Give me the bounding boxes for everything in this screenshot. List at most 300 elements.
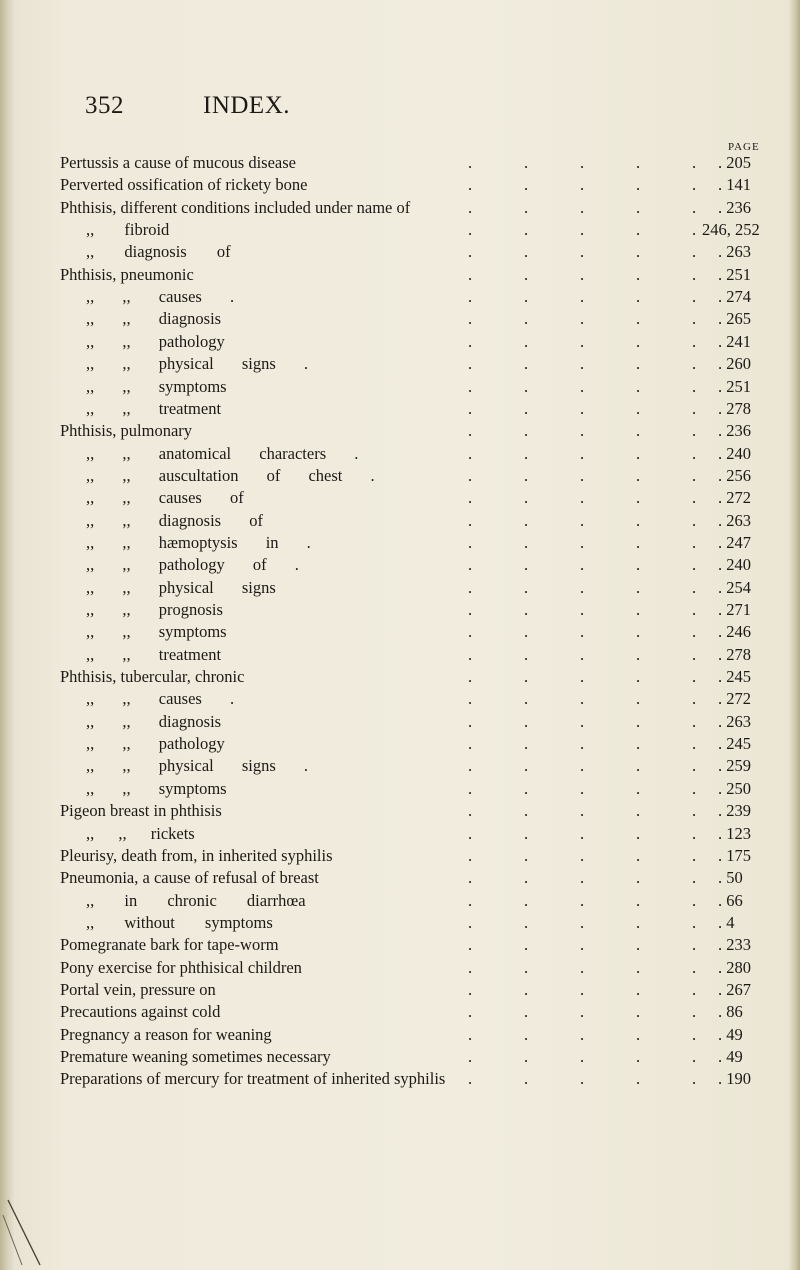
leader-dot: . bbox=[636, 287, 641, 307]
index-term: Phthisis, pneumonic bbox=[60, 264, 194, 284]
index-page-number: . 263 bbox=[718, 711, 751, 731]
leader-dot: . bbox=[692, 667, 697, 687]
leader-dot: . bbox=[468, 264, 473, 284]
leader-dot: . bbox=[524, 331, 529, 351]
index-term: Pregnancy a reason for weaning bbox=[60, 1024, 272, 1044]
leader-dot: . bbox=[524, 600, 529, 619]
leader-dot: . bbox=[636, 1024, 641, 1044]
leader-dot: . bbox=[636, 823, 641, 843]
leader-dot: . bbox=[692, 354, 697, 374]
leader-dot: . bbox=[692, 421, 697, 441]
leader-dot: . bbox=[468, 979, 473, 999]
leader-dot: . bbox=[580, 778, 585, 798]
leader-dot: . bbox=[468, 331, 473, 351]
index-page-number: . 236 bbox=[718, 197, 751, 217]
leader-dot: . bbox=[580, 1024, 585, 1044]
index-entry bbox=[0, 353, 800, 375]
index-entry bbox=[0, 823, 800, 845]
index-page-number: . 86 bbox=[718, 1002, 743, 1022]
index-page-number: . 49 bbox=[718, 1047, 743, 1066]
leader-dot: . bbox=[524, 376, 529, 396]
leader-dot: . bbox=[468, 1024, 473, 1044]
leader-dot: . bbox=[692, 510, 697, 530]
leader-dot: . bbox=[580, 1047, 585, 1066]
index-entry bbox=[0, 532, 800, 554]
index-term: Pigeon breast in phthisis bbox=[60, 801, 222, 821]
index-term: Perverted ossification of rickety bone bbox=[60, 175, 308, 195]
leader-dot: . bbox=[636, 979, 641, 999]
leader-dot: . bbox=[692, 287, 697, 307]
leader-dot: . bbox=[468, 197, 473, 217]
leader-dot: . bbox=[468, 667, 473, 687]
index-term: Pomegranate bark for tape-worm bbox=[60, 935, 279, 955]
leader-dot: . bbox=[524, 644, 529, 664]
leader-dot: . bbox=[524, 890, 529, 910]
leader-dot: . bbox=[468, 778, 473, 798]
leader-dot: . bbox=[468, 890, 473, 910]
leader-dot: . bbox=[580, 331, 585, 351]
index-term: ,, ,, treatment bbox=[86, 398, 222, 418]
leader-dot: . bbox=[468, 912, 473, 932]
leader-dot: . bbox=[636, 868, 641, 888]
index-term: ,, ,, symptoms bbox=[86, 778, 227, 798]
leader-dot: . bbox=[692, 488, 697, 508]
leader-dot: . bbox=[636, 734, 641, 754]
index-entry bbox=[0, 621, 800, 643]
leader-dot: . bbox=[692, 1002, 697, 1022]
leader-dot: . bbox=[580, 622, 585, 642]
index-term: ,, ,, physical signs . bbox=[86, 756, 309, 776]
leader-dot: . bbox=[524, 778, 529, 798]
index-page-number: . 245 bbox=[718, 667, 751, 687]
leader-dot: . bbox=[580, 845, 585, 865]
index-page-number: . 205 bbox=[718, 153, 751, 172]
leader-dot: . bbox=[692, 890, 697, 910]
leader-dot: . bbox=[636, 398, 641, 418]
index-page-number: . 66 bbox=[718, 890, 743, 910]
index-page-number: . 280 bbox=[718, 957, 751, 977]
index-page-number: 246, 252 bbox=[702, 220, 760, 240]
index-term: Pertussis a cause of mucous disease bbox=[60, 153, 296, 172]
leader-dot: . bbox=[580, 354, 585, 374]
leader-dot: . bbox=[468, 577, 473, 597]
index-term: ,, ,, diagnosis of bbox=[86, 510, 263, 530]
leader-dot: . bbox=[636, 331, 641, 351]
index-term: ,, without symptoms bbox=[86, 912, 273, 932]
leader-dot: . bbox=[580, 220, 585, 240]
index-entry bbox=[0, 376, 800, 398]
leader-dot: . bbox=[692, 868, 697, 888]
index-term: Premature weaning sometimes necessary bbox=[60, 1047, 331, 1066]
leader-dot: . bbox=[524, 935, 529, 955]
index-entry bbox=[0, 934, 800, 956]
leader-dot: . bbox=[692, 1024, 697, 1044]
index-term: ,, ,, causes . bbox=[86, 689, 235, 709]
leader-dot: . bbox=[636, 242, 641, 262]
leader-dot: . bbox=[524, 1002, 529, 1022]
leader-dot: . bbox=[692, 644, 697, 664]
index-entry bbox=[0, 890, 800, 912]
leader-dot: . bbox=[692, 465, 697, 485]
leader-dot: . bbox=[468, 734, 473, 754]
leader-dot: . bbox=[468, 488, 473, 508]
leader-dot: . bbox=[580, 287, 585, 307]
leader-dot: . bbox=[524, 689, 529, 709]
index-term: ,, diagnosis of bbox=[86, 242, 231, 262]
index-page-number: . 236 bbox=[718, 421, 751, 441]
leader-dot: . bbox=[524, 488, 529, 508]
leader-dot: . bbox=[636, 197, 641, 217]
leader-dot: . bbox=[524, 354, 529, 374]
index-term: Phthisis, tubercular, chronic bbox=[60, 667, 245, 687]
leader-dot: . bbox=[524, 667, 529, 687]
index-entry bbox=[0, 800, 800, 822]
index-entry bbox=[0, 465, 800, 487]
leader-dot: . bbox=[636, 309, 641, 329]
leader-dot: . bbox=[692, 331, 697, 351]
leader-dot: . bbox=[636, 845, 641, 865]
leader-dot: . bbox=[468, 600, 473, 619]
leader-dot: . bbox=[580, 1069, 585, 1089]
leader-dot: . bbox=[580, 644, 585, 664]
index-page-number: . 240 bbox=[718, 555, 751, 575]
index-entry bbox=[0, 174, 800, 196]
index-term: Preparations of mercury for treatment of inherited syphilis bbox=[60, 1069, 446, 1089]
leader-dot: . bbox=[580, 465, 585, 485]
leader-dot: . bbox=[580, 689, 585, 709]
leader-dot: . bbox=[692, 264, 697, 284]
index-page-number: . 251 bbox=[718, 264, 751, 284]
leader-dot: . bbox=[524, 398, 529, 418]
leader-dot: . bbox=[636, 935, 641, 955]
leader-dot: . bbox=[468, 555, 473, 575]
index-term: ,, ,, treatment bbox=[86, 644, 222, 664]
index-page-number: . 267 bbox=[718, 979, 751, 999]
leader-dot: . bbox=[524, 264, 529, 284]
leader-dot: . bbox=[524, 845, 529, 865]
leader-dot: . bbox=[692, 1047, 697, 1066]
leader-dot: . bbox=[636, 622, 641, 642]
leader-dot: . bbox=[692, 689, 697, 709]
index-page-number: . 263 bbox=[718, 242, 751, 262]
leader-dot: . bbox=[524, 801, 529, 821]
leader-dot: . bbox=[580, 532, 585, 552]
index-entry bbox=[0, 308, 800, 330]
index-term: ,, ,, symptoms bbox=[86, 622, 227, 642]
leader-dot: . bbox=[692, 801, 697, 821]
leader-dot: . bbox=[692, 153, 697, 172]
leader-dot: . bbox=[692, 600, 697, 619]
leader-dot: . bbox=[524, 957, 529, 977]
leader-dot: . bbox=[468, 443, 473, 463]
index-term: ,, ,, causes of bbox=[86, 488, 244, 508]
leader-dot: . bbox=[524, 1069, 529, 1089]
index-entry bbox=[0, 398, 800, 420]
leader-dot: . bbox=[580, 264, 585, 284]
leader-dot: . bbox=[580, 912, 585, 932]
leader-dot: . bbox=[524, 823, 529, 843]
leader-dot: . bbox=[580, 175, 585, 195]
page-column-label: PAGE bbox=[728, 141, 760, 153]
leader-dot: . bbox=[692, 398, 697, 418]
leader-dot: . bbox=[524, 153, 529, 172]
leader-dot: . bbox=[692, 577, 697, 597]
leader-dot: . bbox=[636, 1047, 641, 1066]
index-entry bbox=[0, 778, 800, 800]
index-entry bbox=[0, 264, 800, 286]
leader-dot: . bbox=[524, 1024, 529, 1044]
leader-dot: . bbox=[468, 242, 473, 262]
leader-dot: . bbox=[692, 1069, 697, 1089]
leader-dot: . bbox=[468, 1069, 473, 1089]
leader-dot: . bbox=[692, 622, 697, 642]
index-entry bbox=[0, 711, 800, 733]
leader-dot: . bbox=[524, 175, 529, 195]
index-page-number: . 254 bbox=[718, 577, 751, 597]
index-entry bbox=[0, 487, 800, 509]
leader-dot: . bbox=[692, 778, 697, 798]
page-corner-mark bbox=[0, 1195, 60, 1270]
leader-dot: . bbox=[636, 600, 641, 619]
leader-dot: . bbox=[468, 532, 473, 552]
leader-dot: . bbox=[580, 667, 585, 687]
leader-dot: . bbox=[692, 175, 697, 195]
leader-dot: . bbox=[692, 756, 697, 776]
index-page-number: . 260 bbox=[718, 354, 751, 374]
leader-dot: . bbox=[580, 1002, 585, 1022]
index-term: Pleurisy, death from, in inherited syphilis bbox=[60, 845, 333, 865]
leader-dot: . bbox=[468, 756, 473, 776]
leader-dot: . bbox=[580, 555, 585, 575]
leader-dot: . bbox=[580, 868, 585, 888]
leader-dot: . bbox=[636, 778, 641, 798]
page-number: 352 bbox=[85, 92, 124, 119]
index-page-number: . 271 bbox=[718, 600, 751, 619]
leader-dot: . bbox=[524, 465, 529, 485]
leader-dot: . bbox=[468, 376, 473, 396]
leader-dot: . bbox=[692, 935, 697, 955]
index-term: Phthisis, pulmonary bbox=[60, 421, 193, 441]
index-entry bbox=[0, 912, 800, 934]
leader-dot: . bbox=[524, 532, 529, 552]
leader-dot: . bbox=[636, 756, 641, 776]
leader-dot: . bbox=[580, 309, 585, 329]
index-term: ,, ,, auscultation of chest . bbox=[86, 465, 375, 485]
leader-dot: . bbox=[580, 734, 585, 754]
index-term: ,, ,, causes . bbox=[86, 287, 235, 307]
leader-dot: . bbox=[636, 510, 641, 530]
leader-dot: . bbox=[692, 957, 697, 977]
page-title: INDEX. bbox=[203, 92, 291, 119]
leader-dot: . bbox=[524, 622, 529, 642]
leader-dot: . bbox=[524, 421, 529, 441]
leader-dot: . bbox=[468, 354, 473, 374]
leader-dot: . bbox=[468, 868, 473, 888]
index-term: ,, in chronic diarrhœa bbox=[86, 890, 306, 910]
index-term: ,, fibroid bbox=[86, 220, 170, 240]
index-page-number: . 272 bbox=[718, 689, 751, 709]
index-page-number: . 245 bbox=[718, 734, 751, 754]
leader-dot: . bbox=[580, 443, 585, 463]
leader-dot: . bbox=[636, 912, 641, 932]
index-term: ,, ,, pathology of . bbox=[86, 555, 299, 575]
index-entry bbox=[0, 1001, 800, 1023]
leader-dot: . bbox=[524, 1047, 529, 1066]
leader-dot: . bbox=[580, 935, 585, 955]
leader-dot: . bbox=[692, 711, 697, 731]
index-page-number: . 4 bbox=[718, 912, 735, 932]
index-term: ,, ,, physical signs . bbox=[86, 354, 309, 374]
leader-dot: . bbox=[524, 734, 529, 754]
leader-dot: . bbox=[524, 577, 529, 597]
index-term: ,, ,, symptoms bbox=[86, 376, 227, 396]
leader-dot: . bbox=[636, 1002, 641, 1022]
leader-dot: . bbox=[636, 376, 641, 396]
index-entry bbox=[0, 331, 800, 353]
leader-dot: . bbox=[580, 600, 585, 619]
index-entry bbox=[0, 979, 800, 1001]
leader-dot: . bbox=[468, 957, 473, 977]
index-entry bbox=[0, 688, 800, 710]
page-header bbox=[85, 92, 685, 126]
index-term: Pony exercise for phthisical children bbox=[60, 957, 302, 977]
leader-dot: . bbox=[692, 532, 697, 552]
leader-dot: . bbox=[468, 801, 473, 821]
index-page-number: . 50 bbox=[718, 868, 743, 888]
index-entry bbox=[0, 1024, 800, 1046]
leader-dot: . bbox=[692, 242, 697, 262]
index-entry bbox=[0, 197, 800, 219]
index-entry bbox=[0, 1046, 800, 1068]
index-page-number: . 190 bbox=[718, 1069, 751, 1089]
leader-dot: . bbox=[580, 711, 585, 731]
leader-dot: . bbox=[468, 220, 473, 240]
leader-dot: . bbox=[692, 979, 697, 999]
leader-dot: . bbox=[636, 465, 641, 485]
index-entry bbox=[0, 443, 800, 465]
index-page-number: . 278 bbox=[718, 644, 751, 664]
index-entry bbox=[0, 286, 800, 308]
leader-dot: . bbox=[468, 287, 473, 307]
index-entry bbox=[0, 577, 800, 599]
index-term: ,, ,, hæmoptysis in . bbox=[86, 532, 311, 552]
index-term: ,, ,, prognosis bbox=[86, 600, 223, 619]
index-term: ,, ,, pathology bbox=[86, 734, 225, 754]
leader-dot: . bbox=[692, 443, 697, 463]
leader-dot: . bbox=[524, 443, 529, 463]
leader-dot: . bbox=[524, 868, 529, 888]
leader-dot: . bbox=[468, 510, 473, 530]
index-entry bbox=[0, 554, 800, 576]
leader-dot: . bbox=[636, 644, 641, 664]
index-page-number: . 256 bbox=[718, 465, 751, 485]
index-entry bbox=[0, 957, 800, 979]
leader-dot: . bbox=[468, 465, 473, 485]
index-page-number: . 274 bbox=[718, 287, 751, 307]
index-term: ,, ,, rickets bbox=[86, 823, 195, 843]
leader-dot: . bbox=[468, 935, 473, 955]
leader-dot: . bbox=[692, 734, 697, 754]
index-term: ,, ,, physical signs bbox=[86, 577, 276, 597]
leader-dot: . bbox=[580, 890, 585, 910]
index-entry bbox=[0, 241, 800, 263]
index-entry bbox=[0, 420, 800, 442]
leader-dot: . bbox=[524, 711, 529, 731]
index-entry bbox=[0, 845, 800, 867]
leader-dot: . bbox=[692, 555, 697, 575]
leader-dot: . bbox=[524, 912, 529, 932]
leader-dot: . bbox=[468, 309, 473, 329]
index-page-number: . 259 bbox=[718, 756, 751, 776]
index-page-number: . 272 bbox=[718, 488, 751, 508]
leader-dot: . bbox=[636, 443, 641, 463]
leader-dot: . bbox=[580, 957, 585, 977]
leader-dot: . bbox=[468, 398, 473, 418]
index-page-number: . 241 bbox=[718, 331, 751, 351]
leader-dot: . bbox=[580, 823, 585, 843]
index-page-number: . 49 bbox=[718, 1024, 743, 1044]
index-page-number: . 247 bbox=[718, 532, 751, 552]
index-entry bbox=[0, 1068, 800, 1090]
index-entry bbox=[0, 152, 800, 174]
index-page-number: . 123 bbox=[718, 823, 751, 843]
leader-dot: . bbox=[524, 979, 529, 999]
index-page-number: . 175 bbox=[718, 845, 751, 865]
index-term: ,, ,, pathology bbox=[86, 331, 225, 351]
leader-dot: . bbox=[524, 756, 529, 776]
leader-dot: . bbox=[468, 823, 473, 843]
leader-dot: . bbox=[468, 689, 473, 709]
index-entry bbox=[0, 867, 800, 889]
index-term: Phthisis, different conditions included under name of bbox=[60, 197, 411, 217]
leader-dot: . bbox=[468, 153, 473, 172]
leader-dot: . bbox=[636, 153, 641, 172]
leader-dot: . bbox=[692, 823, 697, 843]
leader-dot: . bbox=[636, 577, 641, 597]
index-entry bbox=[0, 733, 800, 755]
index-page-number: . 240 bbox=[718, 443, 751, 463]
leader-dot: . bbox=[580, 242, 585, 262]
index-entry bbox=[0, 219, 800, 241]
leader-dot: . bbox=[524, 555, 529, 575]
leader-dot: . bbox=[524, 220, 529, 240]
index-page-number: . 141 bbox=[718, 175, 751, 195]
index-entry bbox=[0, 755, 800, 777]
leader-dot: . bbox=[636, 555, 641, 575]
index-page-number: . 263 bbox=[718, 510, 751, 530]
leader-dot: . bbox=[580, 801, 585, 821]
leader-dot: . bbox=[524, 242, 529, 262]
leader-dot: . bbox=[580, 488, 585, 508]
leader-dot: . bbox=[636, 264, 641, 284]
leader-dot: . bbox=[468, 644, 473, 664]
leader-dot: . bbox=[468, 421, 473, 441]
leader-dot: . bbox=[580, 979, 585, 999]
index-entry bbox=[0, 510, 800, 532]
leader-dot: . bbox=[468, 622, 473, 642]
leader-dot: . bbox=[580, 510, 585, 530]
leader-dot: . bbox=[636, 711, 641, 731]
leader-dot: . bbox=[468, 711, 473, 731]
leader-dot: . bbox=[524, 309, 529, 329]
leader-dot: . bbox=[636, 488, 641, 508]
index-page-number: . 251 bbox=[718, 376, 751, 396]
index-entry bbox=[0, 666, 800, 688]
leader-dot: . bbox=[468, 175, 473, 195]
leader-dot: . bbox=[468, 845, 473, 865]
leader-dot: . bbox=[524, 287, 529, 307]
leader-dot: . bbox=[636, 801, 641, 821]
